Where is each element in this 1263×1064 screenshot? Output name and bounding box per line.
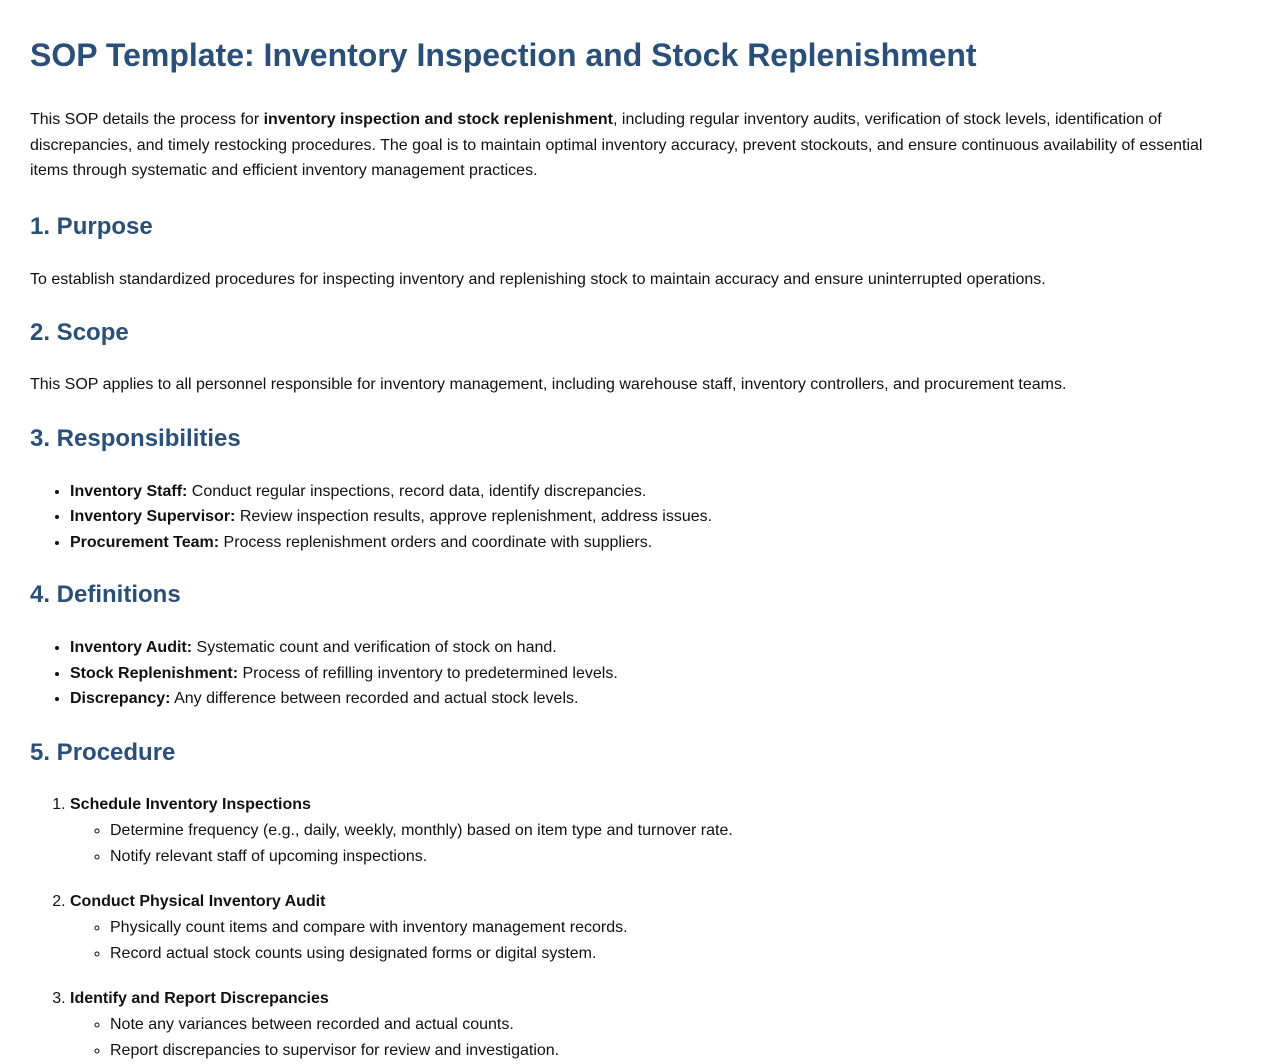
responsibilities-heading: 3. Responsibilities xyxy=(30,424,241,452)
list-item xyxy=(70,504,1233,530)
procedure-step xyxy=(70,792,1233,870)
list-item xyxy=(70,661,1233,687)
substep-item: ◦ Record actual stock counts using designated forms or digital system. xyxy=(110,941,1233,967)
term-label: Inventory Supervisor: xyxy=(70,508,236,525)
term-description: Review inspection results, approve replenishment, address issues. xyxy=(235,508,713,525)
term-description: Process replenishment orders and coordinate with suppliers. xyxy=(219,533,653,551)
list-item xyxy=(70,530,1233,556)
step-substeps xyxy=(70,818,1233,870)
term-description: Conduct regular inspections, record data, identify discrepancies. xyxy=(187,482,647,500)
list-item xyxy=(70,479,1233,505)
term-description: Any difference between recorded and actual stock levels. xyxy=(170,690,579,707)
procedure-step xyxy=(70,889,1233,967)
list-item xyxy=(70,686,1233,712)
term-label: Inventory Staff: xyxy=(70,482,188,500)
procedure-steps xyxy=(30,792,1233,1064)
term-label: Inventory Audit: xyxy=(70,639,193,656)
definitions-list xyxy=(30,635,1233,712)
purpose-text: To establish standardized procedures for inspecting inventory and replenishing stock to maintain accuracy and ensure uninterrupted operations. xyxy=(30,270,1046,288)
term-label: Procurement Team: xyxy=(70,533,220,551)
step-title: Schedule Inventory Inspections xyxy=(70,795,311,813)
responsibilities-list xyxy=(30,479,1233,556)
procedure-heading: 5. Procedure xyxy=(30,738,176,766)
substep-item: ◦ Notify relevant staff of upcoming inspections. xyxy=(110,844,1233,870)
substep-item: ◦ Note any variances between recorded and actual counts. xyxy=(110,1012,1233,1038)
step-substeps xyxy=(70,915,1233,967)
term-label: Discrepancy: xyxy=(70,690,171,707)
intro-text-end: , including regular inventory audits, verification of stock levels, identification of discrepancies, and timely restocking procedures. The goal is to maintain optimal inventory accuracy, prevent stockouts, and ensure continuous availability of essential items through systematic and efficient inventory management practices. xyxy=(30,111,1203,179)
term-description: Systematic count and verification of stock on hand. xyxy=(192,639,557,656)
substep-item: ◦ Report discrepancies to supervisor for review and investigation. xyxy=(110,1038,1233,1064)
substep-item: ◦ Physically count items and compare with inventory management records. xyxy=(110,915,1233,941)
scope-heading: 2. Scope xyxy=(30,318,129,346)
intro-paragraph xyxy=(30,107,1220,184)
purpose-heading: 1. Purpose xyxy=(30,212,153,240)
procedure-step xyxy=(70,986,1233,1064)
intro-bold-phrase: inventory inspection and stock replenishment xyxy=(263,111,613,128)
step-substeps xyxy=(70,1012,1233,1064)
step-title: Identify and Report Discrepancies xyxy=(70,989,329,1007)
substep-item: ◦ Determine frequency (e.g., daily, weekly, monthly) based on item type and turnover rate. xyxy=(110,818,1233,844)
scope-text: This SOP applies to all personnel responsible for inventory management, including warehouse staff, inventory controllers, and procurement teams. xyxy=(30,375,1067,393)
list-item xyxy=(70,635,1233,661)
term-label: Stock Replenishment: xyxy=(70,664,239,682)
page-title: SOP Template: Inventory Inspection and Stock Replenishment xyxy=(30,37,977,73)
definitions-heading: 4. Definitions xyxy=(30,581,181,608)
term-description: Process of refilling inventory to predetermined levels. xyxy=(238,664,618,682)
intro-text-start: This SOP details the process for xyxy=(30,111,264,128)
step-title: Conduct Physical Inventory Audit xyxy=(70,892,326,910)
